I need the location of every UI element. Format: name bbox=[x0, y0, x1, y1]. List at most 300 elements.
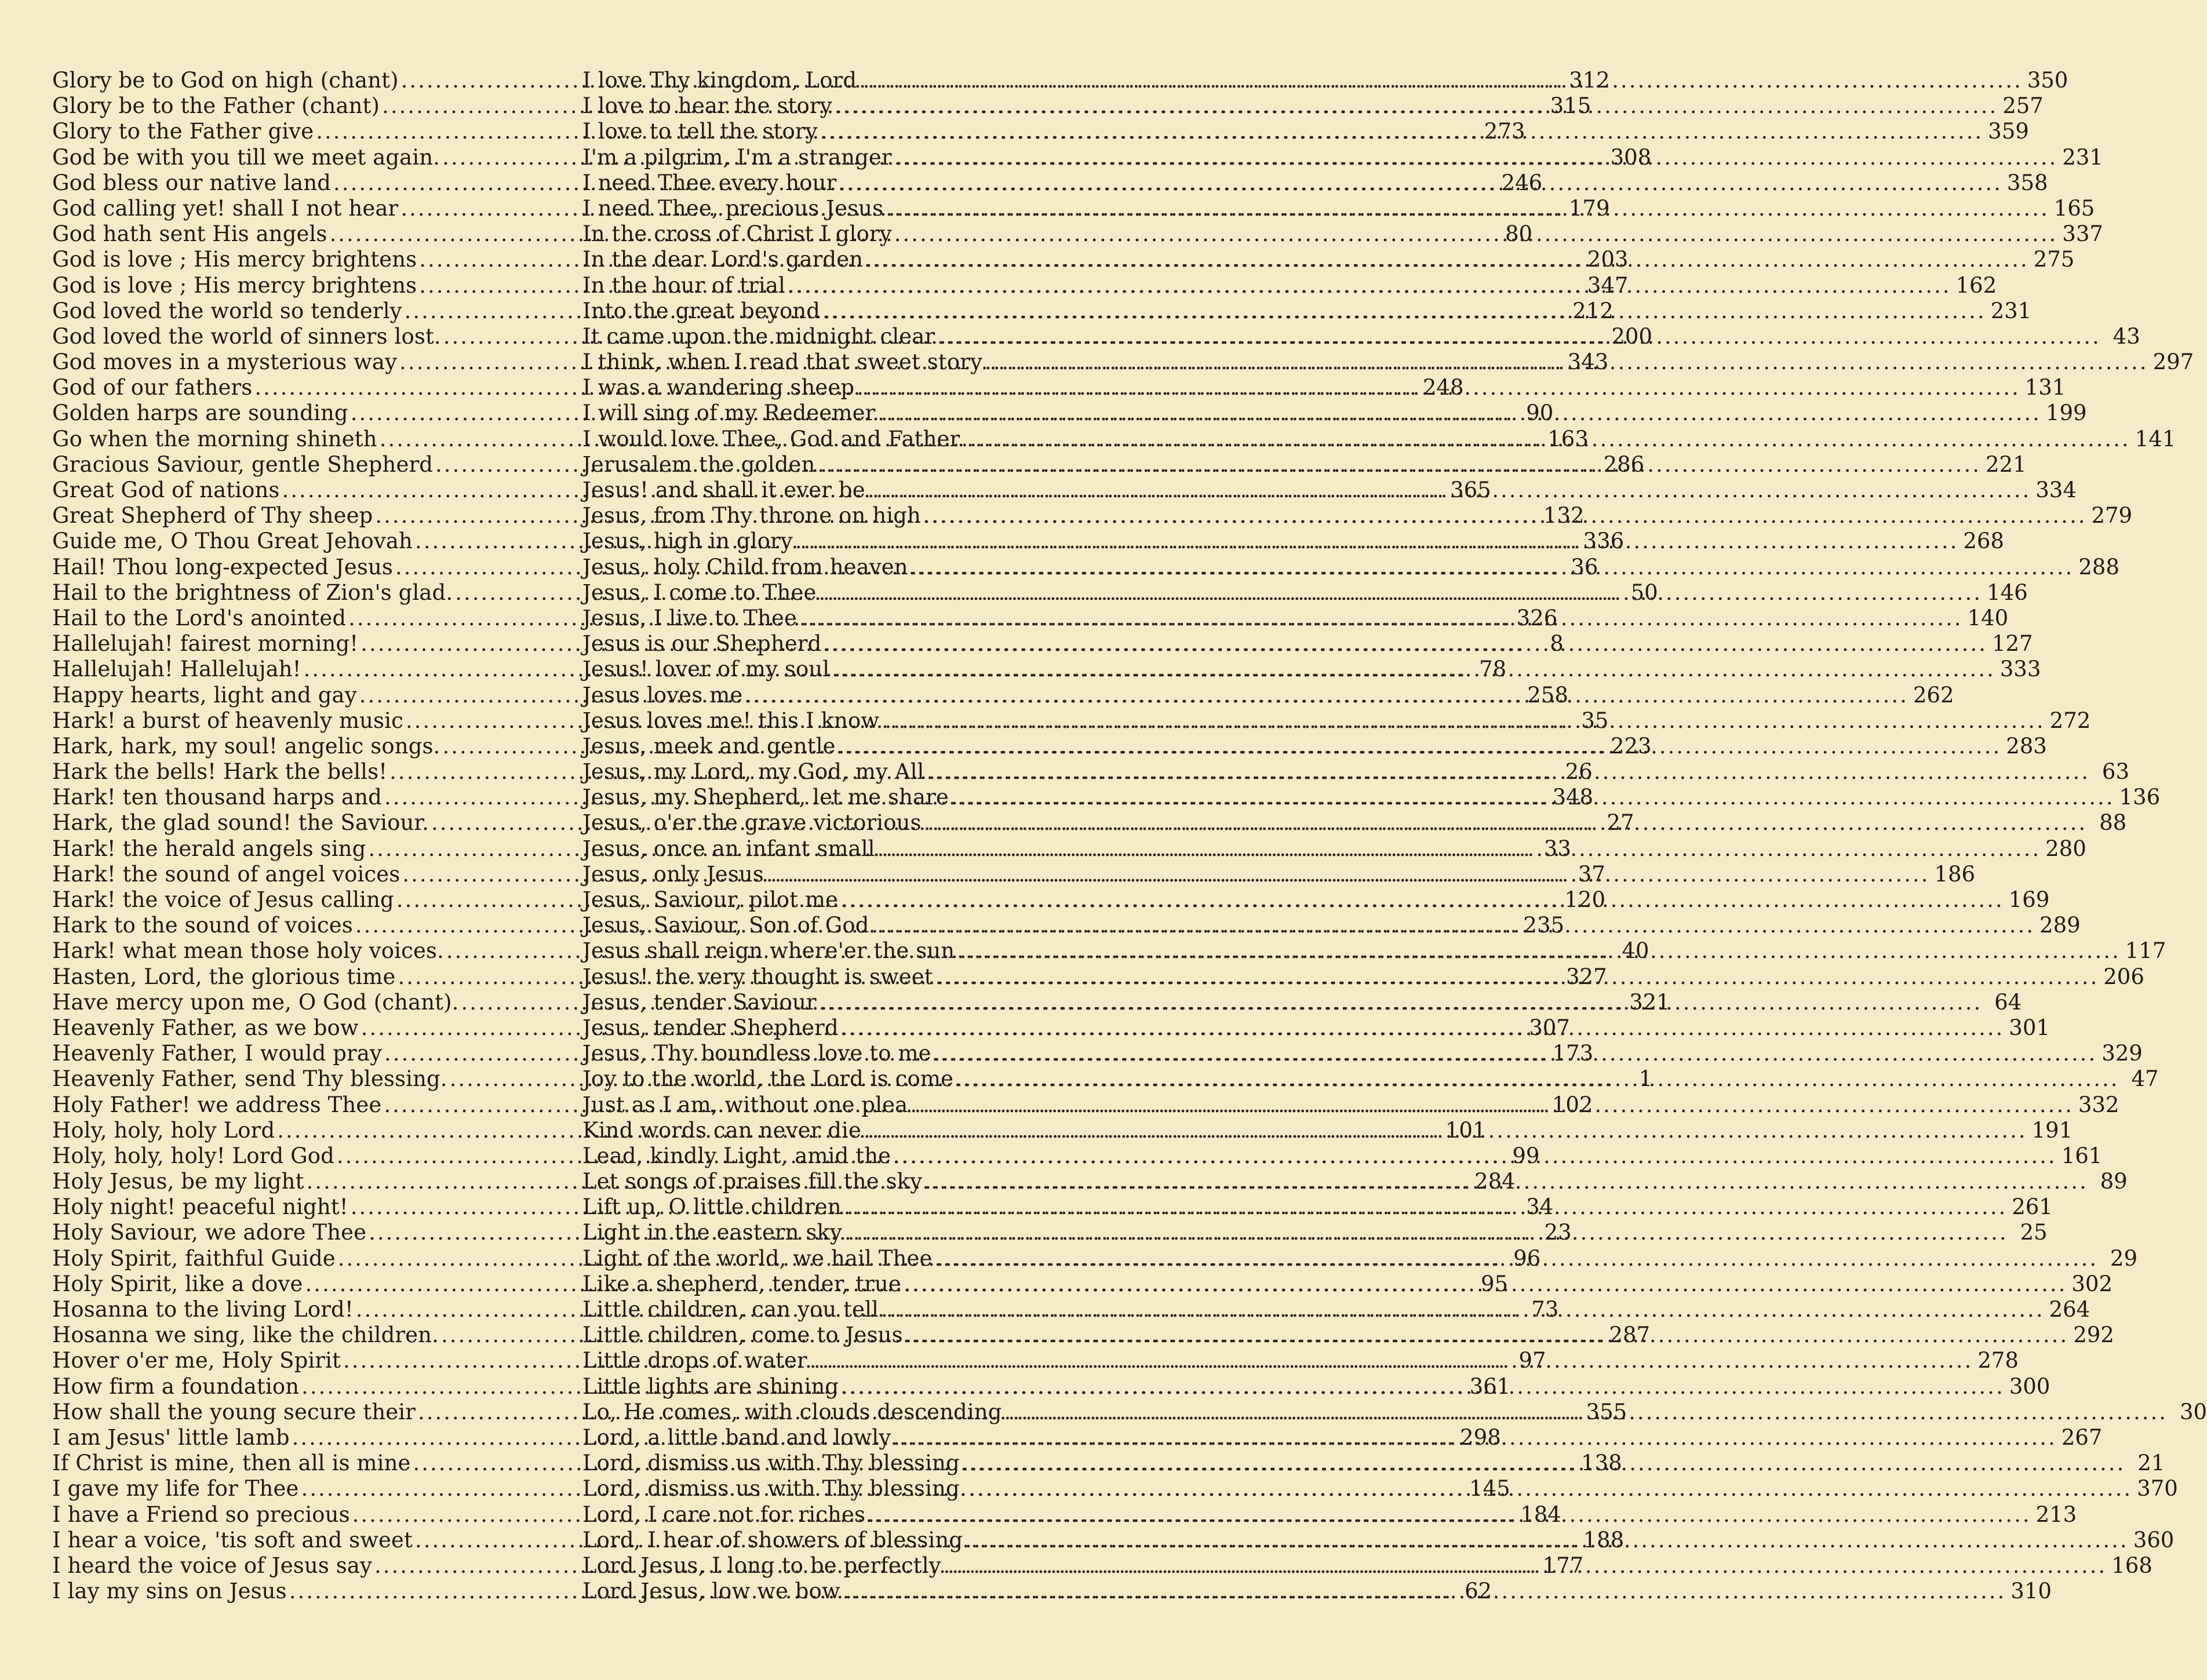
hymn-number: 80 bbox=[1505, 221, 1533, 247]
dot-leader bbox=[903, 1322, 2074, 1348]
hymn-number: 90 bbox=[1526, 400, 1554, 426]
dot-leader bbox=[933, 964, 2104, 990]
dot-leader bbox=[836, 170, 2007, 196]
hymn-title: Hallelujah! fairest morning! bbox=[52, 631, 359, 657]
hymn-number: 132 bbox=[1543, 503, 1585, 529]
dot-leader bbox=[932, 1246, 2103, 1271]
hymn-title: I am Jesus' little lamb bbox=[52, 1424, 290, 1450]
hymn-title: Lord, dismiss us with Thy blessing bbox=[582, 1451, 960, 1476]
hymn-title: Hark! ten thousand harps and bbox=[52, 785, 382, 810]
hymn-number: 213 bbox=[2035, 1502, 2077, 1527]
hymn-title: God bless our native land bbox=[52, 170, 332, 195]
hymn-number: 131 bbox=[2024, 375, 2066, 400]
hymn-title: Hover o'er me, Holy Spirit bbox=[52, 1348, 341, 1373]
hymn-number: 73 bbox=[1531, 1297, 1559, 1322]
hymn-number: 36 bbox=[1571, 554, 1598, 580]
hymn-title: Hallelujah! Hallelujah! bbox=[52, 657, 301, 682]
hymn-number: 179 bbox=[1568, 195, 1610, 221]
hymn-number: 168 bbox=[2111, 1553, 2153, 1578]
hymn-number: 145 bbox=[1469, 1476, 1510, 1502]
hymn-title: Jesus, tender Saviour bbox=[582, 989, 817, 1015]
hymn-number: 203 bbox=[1587, 247, 1629, 272]
hymn-title: Jesus, from Thy throne on high bbox=[582, 503, 921, 529]
hymn-number: 177 bbox=[1542, 1553, 1584, 1578]
hymn-number: 23 bbox=[1544, 1220, 1572, 1245]
hymn-number: 361 bbox=[1469, 1373, 1511, 1399]
dot-leader bbox=[924, 759, 2095, 785]
hymn-title: Hark! the voice of Jesus calling bbox=[52, 887, 394, 912]
hymn-title: I heard the voice of Jesus say bbox=[52, 1553, 373, 1578]
hymn-title: Lord Jesus, low we bow bbox=[582, 1579, 840, 1604]
dot-leader bbox=[891, 1425, 2062, 1451]
hymn-number: 95 bbox=[1480, 1271, 1509, 1296]
hymn-number: 301 bbox=[2009, 1015, 2050, 1040]
hymn-title: How firm a foundation bbox=[52, 1373, 300, 1399]
hymn-title: Hark! the sound of angel voices bbox=[52, 861, 400, 887]
index-entry bbox=[582, 631, 2033, 657]
hymn-title: Holy Spirit, like a dove bbox=[52, 1271, 303, 1296]
hymn-title: Jesus, I come to Thee bbox=[582, 580, 817, 605]
hymn-number: 191 bbox=[2031, 1117, 2073, 1143]
hymn-number: 231 bbox=[1990, 298, 2032, 323]
hymn-number: 117 bbox=[2125, 938, 2166, 964]
hymn-title: Heavenly Father, I would pray bbox=[52, 1041, 382, 1066]
hymn-number: 25 bbox=[2020, 1220, 2048, 1245]
hymn-number: 327 bbox=[1566, 964, 1607, 989]
hymn-number: 141 bbox=[2135, 426, 2176, 451]
hymn-title: I will sing of my Redeemer bbox=[582, 400, 876, 426]
dot-leader bbox=[836, 734, 2006, 759]
hymn-number: 273 bbox=[1484, 119, 1525, 144]
hymn-number: 162 bbox=[1955, 272, 1997, 298]
dot-leader bbox=[785, 273, 1956, 298]
hymn-title: Let songs of praises fill the sky bbox=[582, 1169, 923, 1194]
hymn-title: Hail! Thou long-expected Jesus bbox=[52, 554, 393, 580]
hymn-title: Lift up, O little children bbox=[582, 1194, 842, 1220]
hymn-title: God calling yet! shall I not hear bbox=[52, 195, 399, 221]
hymn-title: Little drops of water bbox=[582, 1348, 807, 1373]
hymn-title: God hath sent His angels bbox=[52, 221, 327, 247]
hymn-title: Glory be to God on high (chant) bbox=[52, 68, 399, 93]
hymn-number: 40 bbox=[1622, 938, 1649, 964]
dot-leader bbox=[818, 119, 1989, 144]
hymn-title: Into the great beyond bbox=[582, 298, 821, 323]
dot-leader bbox=[922, 1169, 2093, 1194]
hymn-number: 231 bbox=[2062, 144, 2103, 170]
hymn-number: 163 bbox=[1547, 426, 1589, 451]
dot-leader bbox=[820, 298, 1991, 324]
hymn-title: Hark! the herald angels sing bbox=[52, 836, 366, 861]
hymn-title: Jesus loves me bbox=[582, 682, 743, 708]
hymn-title: I lay my sins on Jesus bbox=[52, 1579, 287, 1604]
hymn-number: 206 bbox=[2103, 964, 2144, 989]
hymn-number: 288 bbox=[2078, 554, 2119, 580]
dot-leader bbox=[865, 478, 2036, 503]
hymn-title: Happy hearts, light and gay bbox=[52, 682, 357, 708]
dot-leader bbox=[797, 606, 1968, 631]
hymn-number: 34 bbox=[1526, 1194, 1554, 1220]
hymn-number: 212 bbox=[1572, 298, 1614, 323]
hymn-title: I need Thee every hour bbox=[582, 170, 837, 195]
hymn-title: In the dear Lord's garden bbox=[582, 247, 864, 272]
hymn-title: Jesus, Saviour, pilot me bbox=[582, 887, 839, 912]
hymn-number: 33 bbox=[1543, 836, 1571, 861]
dot-leader bbox=[967, 1476, 2137, 1502]
hymn-number: 302 bbox=[2071, 1271, 2113, 1296]
dot-leader bbox=[891, 1143, 2062, 1169]
hymn-title: God is love ; His mercy brightens bbox=[52, 247, 417, 272]
hymn-title: Jesus! lover of my soul bbox=[582, 657, 830, 682]
hymn-title: Kind words can never die bbox=[582, 1117, 861, 1143]
hymn-title: God is love ; His mercy brightens bbox=[52, 272, 417, 298]
hymn-title: God loved the world so tenderly bbox=[52, 298, 402, 323]
dot-leader bbox=[857, 68, 2027, 93]
hymn-title: Hosanna we sing, like the children. bbox=[52, 1322, 439, 1348]
hymn-title: Lead, kindly Light, amid the bbox=[582, 1143, 891, 1168]
hymn-number: 287 bbox=[1609, 1322, 1651, 1348]
dot-leader bbox=[875, 836, 2046, 862]
hymn-title: Glory to the Father give bbox=[52, 119, 314, 144]
hymn-number: 264 bbox=[2049, 1297, 2091, 1322]
hymn-title: In the cross of Christ I glory bbox=[582, 221, 892, 247]
hymn-title: How shall the young secure their bbox=[52, 1399, 416, 1424]
hymn-number: 29 bbox=[2110, 1245, 2137, 1271]
hymn-title: Gracious Saviour, gentle Shepherd bbox=[52, 451, 434, 477]
hymn-title: I need Thee, precious Jesus bbox=[582, 195, 884, 221]
hymn-number: 99 bbox=[1512, 1143, 1540, 1168]
hymn-title: Lord, I hear of showers of blessing bbox=[582, 1527, 963, 1553]
hymn-title: Have mercy upon me, O God (chant). bbox=[52, 989, 459, 1015]
dot-leader bbox=[879, 1297, 2049, 1322]
hymn-number: 355 bbox=[1586, 1399, 1627, 1424]
hymn-number: 173 bbox=[1552, 1041, 1594, 1066]
dot-leader bbox=[879, 708, 2050, 734]
hymn-title: God loved the world of sinners lost. bbox=[52, 323, 441, 349]
dot-leader bbox=[838, 887, 2009, 913]
hymn-number: 279 bbox=[2091, 503, 2133, 529]
hymn-number: 336 bbox=[1583, 529, 1625, 554]
hymn-title: I have a Friend so precious bbox=[52, 1502, 350, 1527]
hymn-title: Lord Jesus, I long to be perfectly bbox=[582, 1553, 941, 1578]
hymn-number: 120 bbox=[1564, 887, 1605, 912]
hymn-number: 63 bbox=[2102, 759, 2130, 785]
hymn-number: 186 bbox=[1934, 861, 1976, 887]
hymn-number: 161 bbox=[2061, 1143, 2103, 1168]
hymn-number: 223 bbox=[1610, 733, 1652, 759]
hymn-number: 89 bbox=[2100, 1169, 2128, 1194]
hymn-title: I would love Thee, God and Father. bbox=[582, 426, 965, 451]
dot-leader bbox=[840, 1579, 2011, 1604]
hymn-title: If Christ is mine, then all is mine bbox=[52, 1451, 411, 1476]
hymn-number: 169 bbox=[2008, 887, 2050, 912]
dot-leader bbox=[982, 349, 2153, 375]
hymn-title: Holy, holy, holy Lord bbox=[52, 1117, 275, 1143]
dot-leader bbox=[815, 452, 1986, 478]
hymn-title: Jesus shall reign where'er the sun bbox=[582, 938, 955, 964]
hymn-number: 1 bbox=[1638, 1066, 1653, 1092]
hymn-number: 308 bbox=[1610, 144, 1652, 170]
hymn-title: Jesus loves me! this I know bbox=[582, 708, 880, 733]
hymn-title: God of our fathers bbox=[52, 375, 253, 400]
hymn-number: 272 bbox=[2049, 708, 2091, 733]
dot-leader bbox=[935, 324, 2106, 349]
hymn-number: 329 bbox=[2102, 1041, 2143, 1066]
hymn-number: 138 bbox=[1581, 1451, 1622, 1476]
hymn-title: Little children, can you tell bbox=[582, 1297, 879, 1322]
hymn-title: God be with you till we meet again. bbox=[52, 144, 440, 170]
hymn-number: 26 bbox=[1565, 759, 1593, 785]
hymn-number: 284 bbox=[1474, 1169, 1516, 1194]
hymn-number: 298 bbox=[1460, 1424, 1501, 1450]
hymn-number: 292 bbox=[2073, 1322, 2114, 1348]
hymn-title: Jerusalem the golden bbox=[582, 451, 815, 477]
dot-leader bbox=[875, 400, 2046, 426]
hymn-number: 286 bbox=[1603, 451, 1645, 477]
hymn-number: 102 bbox=[1552, 1092, 1593, 1117]
dot-leader bbox=[922, 810, 2092, 836]
dot-leader bbox=[892, 221, 2063, 247]
hymn-title: Holy, holy, holy! Lord God bbox=[52, 1143, 334, 1168]
hymn-number: 200 bbox=[1611, 323, 1652, 349]
hymn-title: Golden harps are sounding bbox=[52, 400, 348, 426]
dot-leader bbox=[854, 375, 2025, 400]
dot-leader bbox=[960, 1451, 2130, 1476]
hymn-number: 268 bbox=[1963, 529, 2004, 554]
hymn-number: 47 bbox=[2131, 1066, 2159, 1092]
hymn-number: 262 bbox=[1913, 682, 1954, 708]
hymn-number: 307 bbox=[1529, 1015, 1570, 1040]
hymn-number: 246 bbox=[1501, 170, 1543, 195]
hymn-title: Jesus, Thy boundless love to me bbox=[582, 1041, 931, 1066]
hymn-title: Jesus, my Lord, my God, my All bbox=[582, 759, 924, 785]
hymn-number: 326 bbox=[1516, 605, 1558, 631]
hymn-number: 248 bbox=[1422, 375, 1464, 400]
hymn-title: Jesus, high in glory bbox=[582, 529, 793, 554]
hymn-title: Hark! what mean those holy voices. bbox=[52, 938, 444, 964]
dot-leader bbox=[816, 580, 1987, 606]
hymn-number: 370 bbox=[2137, 1476, 2178, 1502]
hymn-number: 221 bbox=[1985, 451, 2027, 477]
hymn-number: 321 bbox=[1629, 989, 1670, 1015]
hymn-title: Hark, the glad sound! the Saviour. bbox=[52, 810, 429, 836]
hymn-number: 278 bbox=[1977, 1348, 2019, 1373]
dot-leader bbox=[963, 1528, 2133, 1553]
hymn-title: Go when the morning shineth bbox=[52, 426, 377, 451]
hymn-title: Little lights are shining bbox=[582, 1373, 839, 1399]
hymn-number: 300 bbox=[2009, 1373, 2051, 1399]
hymn-number: 333 bbox=[2000, 657, 2041, 682]
hymn-title: Lord, I care not for riches bbox=[582, 1502, 866, 1527]
hymn-title: I gave my life for Thee bbox=[52, 1476, 299, 1502]
hymn-title: Joy to the world, the Lord is come bbox=[582, 1066, 954, 1092]
hymn-title: Jesus! the very thought is sweet bbox=[582, 964, 933, 989]
hymn-number: 8 bbox=[1550, 631, 1564, 657]
hymn-title: Jesus, tender Shepherd bbox=[582, 1015, 839, 1040]
hymn-title: Little children, come to Jesus bbox=[582, 1322, 903, 1348]
hymn-title: Holy Father! we address Thee bbox=[52, 1092, 382, 1117]
hymn-title: Holy night! peaceful night! bbox=[52, 1194, 348, 1220]
hymn-number: 275 bbox=[2033, 247, 2075, 272]
hymn-title: Great Shepherd of Thy sheep bbox=[52, 503, 373, 529]
hymn-title: Light of the world, we hail Thee bbox=[582, 1245, 933, 1271]
hymn-title: Hosanna to the living Lord! bbox=[52, 1297, 354, 1322]
dot-leader bbox=[861, 1118, 2032, 1143]
dot-leader bbox=[941, 1553, 2112, 1579]
hymn-title: I think, when I read that sweet story bbox=[582, 349, 983, 375]
dot-leader bbox=[892, 145, 2063, 170]
hymn-number: 289 bbox=[2040, 913, 2081, 938]
hymn-title: God moves in a mysterious way bbox=[52, 349, 398, 375]
hymn-number: 78 bbox=[1479, 657, 1507, 682]
hymn-number: 136 bbox=[2119, 785, 2161, 810]
hymn-number: 283 bbox=[2006, 733, 2047, 759]
hymn-title: Jesus, I live to Thee bbox=[582, 605, 797, 631]
hymn-number: 184 bbox=[1520, 1502, 1561, 1527]
hymn-title: Hail to the Lord's anointed bbox=[52, 605, 347, 631]
dot-leader bbox=[883, 196, 2054, 221]
hymn-number: 348 bbox=[1552, 785, 1594, 810]
hymn-title: Hark the bells! Hark the bells! bbox=[52, 759, 388, 785]
hymn-title: I was a wandering sheep bbox=[582, 375, 855, 400]
hymn-number: 199 bbox=[2045, 400, 2087, 426]
hymn-number: 188 bbox=[1583, 1527, 1625, 1553]
hymn-number: 334 bbox=[2035, 478, 2077, 502]
hymn-title: Jesus, my Shepherd, let me share bbox=[582, 785, 949, 810]
hymn-number: 267 bbox=[2061, 1424, 2103, 1450]
hymn-title: Glory be to the Father (chant) bbox=[52, 93, 380, 119]
dot-leader bbox=[842, 1220, 2013, 1245]
hymn-number: 257 bbox=[2002, 93, 2044, 119]
dot-leader bbox=[821, 631, 1992, 657]
hymn-number: 280 bbox=[2045, 836, 2086, 861]
hymn-title: Lord, a little band and lowly bbox=[582, 1424, 891, 1450]
dot-leader bbox=[863, 247, 2034, 272]
hymn-title: Like a shepherd, tender, true bbox=[582, 1271, 901, 1296]
hymn-number: 359 bbox=[1988, 119, 2029, 144]
hymn-number: 35 bbox=[1581, 708, 1609, 733]
hymn-number: 64 bbox=[1994, 989, 2022, 1015]
hymn-number: 101 bbox=[1445, 1117, 1487, 1143]
hymn-title: Jesus, o'er the grave victorious bbox=[582, 810, 922, 836]
hymn-number: 315 bbox=[1550, 93, 1591, 119]
hymn-number: 27 bbox=[1607, 810, 1634, 836]
hymn-title: I love to hear the story bbox=[582, 93, 832, 119]
dot-leader bbox=[921, 503, 2092, 529]
hymn-title: Just as I am, without one plea bbox=[582, 1092, 908, 1117]
hymn-title: I hear a voice, 'tis soft and sweet bbox=[52, 1527, 413, 1553]
hymn-title: Jesus, only Jesus bbox=[582, 861, 764, 887]
hymn-title: Jesus, meek and gentle bbox=[582, 733, 836, 759]
hymn-number: 21 bbox=[2137, 1451, 2165, 1476]
dot-leader bbox=[829, 657, 2000, 682]
hymn-title: Holy Jesus, be my light bbox=[52, 1169, 304, 1194]
dot-leader bbox=[1002, 1400, 2173, 1425]
dot-leader bbox=[839, 1015, 2009, 1041]
hymn-number: 50 bbox=[1630, 580, 1658, 605]
hymn-number: 258 bbox=[1527, 682, 1568, 708]
hymn-title: Hark, hark, my soul! angelic songs. bbox=[52, 733, 440, 759]
hymn-number: 97 bbox=[1518, 1348, 1546, 1373]
hymn-number: 347 bbox=[1587, 272, 1629, 298]
hymn-number: 235 bbox=[1523, 913, 1565, 938]
dot-leader bbox=[869, 913, 2040, 938]
hymn-number: 337 bbox=[2062, 221, 2103, 247]
dot-leader bbox=[964, 427, 2135, 452]
hymn-number: 43 bbox=[2113, 323, 2140, 349]
dot-leader bbox=[742, 683, 1913, 708]
hymn-title: I love to tell the story bbox=[582, 119, 818, 144]
hymn-title: Holy Saviour, we adore Thee bbox=[52, 1220, 367, 1245]
hymn-number: 30 bbox=[2179, 1399, 2207, 1424]
hymn-number: 350 bbox=[2027, 68, 2068, 93]
hymn-title: Heavenly Father, as we bow bbox=[52, 1015, 359, 1040]
dot-leader bbox=[949, 785, 2119, 810]
dot-leader bbox=[931, 1041, 2102, 1066]
hymn-number: 360 bbox=[2133, 1527, 2175, 1553]
dot-leader bbox=[953, 1066, 2124, 1092]
hymn-title: Light in the eastern sky bbox=[582, 1220, 843, 1245]
hymn-number: 96 bbox=[1513, 1245, 1541, 1271]
hymn-title: Great God of nations bbox=[52, 478, 280, 502]
dot-leader bbox=[955, 938, 2125, 964]
hymn-number: 62 bbox=[1465, 1579, 1492, 1604]
dot-leader bbox=[817, 990, 1987, 1015]
hymn-number: 297 bbox=[2153, 349, 2194, 375]
hymn-number: 37 bbox=[1578, 861, 1605, 887]
hymn-title: Jesus, once an infant small bbox=[582, 836, 875, 861]
dot-leader bbox=[908, 1092, 2078, 1118]
hymn-title: In the hour of trial bbox=[582, 272, 785, 298]
dot-leader bbox=[901, 1271, 2072, 1297]
hymn-title: Lo, He comes, with clouds descending bbox=[582, 1399, 1002, 1424]
hymn-number: 358 bbox=[2006, 170, 2048, 195]
dot-leader bbox=[832, 93, 2003, 119]
hymn-title: Jesus! and shall it ever be bbox=[582, 478, 865, 502]
hymn-title: Jesus, holy Child from heaven bbox=[582, 554, 908, 580]
dot-leader bbox=[764, 862, 1935, 887]
hymn-title: Guide me, O Thou Great Jehovah bbox=[52, 529, 413, 554]
index-entry bbox=[582, 1066, 2159, 1092]
hymn-number: 140 bbox=[1967, 605, 2009, 631]
dot-leader bbox=[807, 1348, 1978, 1373]
hymn-number: 165 bbox=[2053, 195, 2095, 221]
hymn-title: I'm a pilgrim, I'm a stranger bbox=[582, 144, 892, 170]
hymn-title: I love Thy kingdom, Lord bbox=[582, 68, 857, 93]
dot-leader bbox=[842, 1194, 2012, 1220]
hymn-title: Hark to the sound of voices bbox=[52, 913, 353, 938]
hymn-title: Jesus, Saviour, Son of God bbox=[582, 913, 869, 938]
hymn-title: Hail to the brightness of Zion's glad. bbox=[52, 580, 453, 605]
hymn-number: 343 bbox=[1567, 349, 1609, 375]
hymn-title: Hark! a burst of heavenly music bbox=[52, 708, 403, 733]
hymn-number: 365 bbox=[1450, 478, 1491, 502]
hymn-title: Jesus is our Shepherd bbox=[582, 631, 822, 657]
hymn-title: Heavenly Father, send Thy blessing. bbox=[52, 1066, 447, 1092]
dot-leader bbox=[839, 1374, 2009, 1400]
hymn-number: 146 bbox=[1987, 580, 2028, 605]
hymn-number: 310 bbox=[2011, 1579, 2052, 1604]
hymn-number: 261 bbox=[2012, 1194, 2053, 1220]
hymn-number: 332 bbox=[2078, 1092, 2119, 1117]
hymn-title: It came upon the midnight clear bbox=[582, 323, 935, 349]
dot-leader bbox=[908, 555, 2079, 580]
dot-leader bbox=[793, 529, 1964, 554]
hymn-number: 127 bbox=[1991, 631, 2033, 657]
hymn-title: Hasten, Lord, the glorious time bbox=[52, 964, 396, 989]
dot-leader bbox=[865, 1502, 2036, 1528]
hymn-number: 312 bbox=[1569, 68, 1610, 93]
hymn-number: 88 bbox=[2099, 810, 2127, 836]
